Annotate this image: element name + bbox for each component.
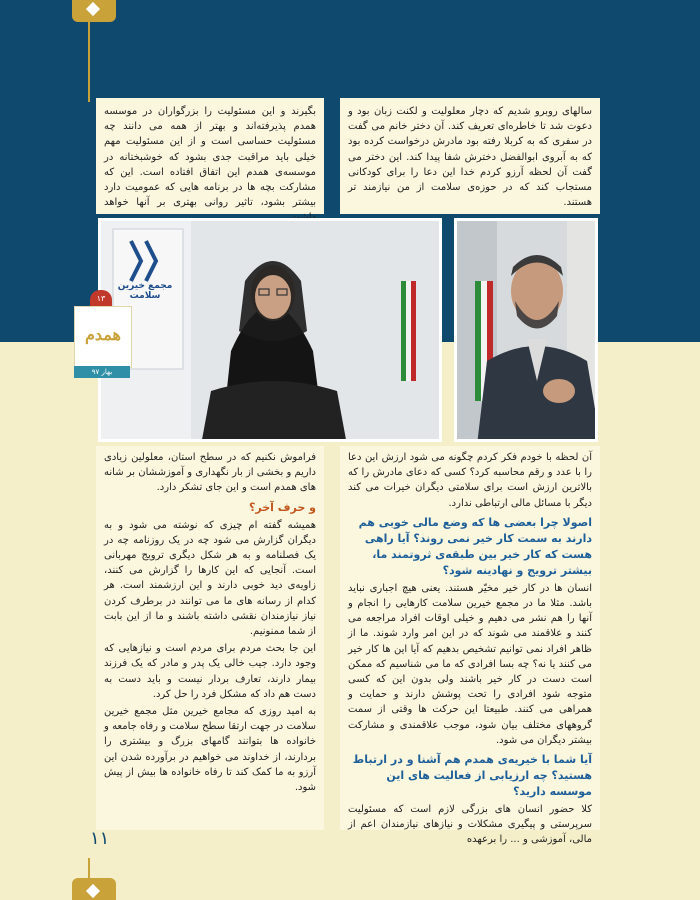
page-number: ۱۱ (90, 828, 110, 849)
column-top-right (340, 98, 600, 214)
photo-man-illustration (457, 221, 598, 442)
question-heading: آیا شما با خیریه‌ی همدم هم آشنا و در ارتباط هستید؟ چه ارزیابی از فعالیت های این موسسه دارید؟ (352, 753, 592, 799)
question-heading: و حرف آخر؟ (249, 500, 316, 514)
column-intro-text: آن لحظه با خودم فکر کردم چگونه می شود ارزش این دعا را با عدد و رقم محاسبه کرد؟ کسی که دعای مادرش را که بالاترین ارزش است برای سلامتی دیگران خیرات می کند دیگر با مسائل مالی ارتباطی ندارد. (348, 452, 592, 509)
photo-man-interviewee (454, 218, 598, 442)
left-gold-rule (88, 22, 90, 102)
answer-text: این جا بحث مردم برای مردم است و نیازهایی که وجود دارد. جیب خالی یک پدر و مادر که یک فرزند بیمار دارند، تعارف بردار نیست و باید دست به دست هم داد که مشکل فرد را حل کرد. (104, 643, 316, 700)
photo-woman-interviewee (98, 218, 442, 442)
logo-badge-number: ۱۳ (96, 294, 106, 303)
photo-woman-illustration (101, 221, 442, 442)
column-intro-text: فراموش نکنیم که در سطح استان، معلولین زیادی داریم و بخشی از بار نگهداری و آموزششان بر شانه های همدم است و این جای تشکر دارد. (104, 452, 316, 494)
answer-text: به امید روزی که مجامع خیرین مثل مجمع خیرین سلامت در جهت ارتقا سطح سلامت و رفاه جامعه و خانواده ها بتوانند گامهای بزرگ و بیشتری را بردارند، از خداوند می خواهیم در برآورده شدن این آرزو به ما کمک کند تا رفاه خانواده ها بیش از پیش شود. (104, 706, 316, 794)
answer-text: همیشه گفته ام چیزی که نوشته می شود و به دیگران گزارش می شود چه در یک روزنامه چه در یک فصلنامه و به هر شکل دیگری ترویج مهربانی است. آنجایی که این کارها را گزارش می کنند، زاویه‌ی دید خوبی دارند و این ارزشمند است. هر کدام از رسانه های ما می توانند در برطرف کردن نیاز نیازمندان نقشی داشته باشند و ما از این بابت از شما ممنونیم. (104, 519, 316, 638)
column-text: بگیرند و این مسئولیت را بزرگواران در موسسه همدم پذیرفته‌اند و بهتر از همه می دانند چه مسئولیت حساسی است و از این مسئولیت مهم خیلی باید مراقبت جدی بشود که خوشبختانه در موسسه‌ی همدم این اتفاق افتاده است. این که مشارکت بچه ها در برنامه هایی که عمومیت دارد بیشتر بشود، تاثیر روانی بهتری بر آنها خواهد (104, 106, 316, 209)
logo-caption (74, 366, 130, 378)
answer-text: انسان ها در کار خیر مخیّر هستند. یعنی هیچ اجباری نباید باشد. مثلا ما در مجمع خیرین سلامت کارهایی را انجام و آنها را هم نشر می دهیم و خیلی اوقات افراد مراجعه می کنند و علاقمند می شوند که در این امر وارد شوند. ما از ظاهر افراد نمی توانیم تشخیص بدهیم که آیا این ها کار خیر می کنند یا نه؟ چه بسا افرادی که ما می شناسیم که ممکن است دست در کار خیر باشند ولی بدون این که کسی متوجه شود افرادی را تحت پوشش دارند و حمایت و همراهی می کنند. طبیعتا این حرکت ها وقتی از سمت گروههای مختلف بیان شود، موجب علاقمندی و مشارکت بیشتر دیگران می شود. (348, 582, 592, 746)
column-text: سالهای روبرو شدیم که دچار معلولیت و لکنت زبان بود و دعوت شد تا خاطره‌ای تعریف کند. آن دختر خانم می گفت در سفری که به کربلا رفته بود مادرش درخواست کرده بود که به آبروی ابوالفضل دخترش شفا پیدا کند. این دختر می گفت آن لحظه آرزو کردم خدا این دعا را برای کودکانی مستجاب کند که در حوزه‌ی سلامت از من نیازمند تر هستند. (348, 106, 592, 209)
answer-text: کلا حضور انسان های بزرگی لازم است که مسئولیت سرپرستی و پیگیری مشکلات و نیازهای نیازمندان اعم از مالی، آموزشی و ... را برعهده (348, 804, 592, 846)
column-bottom-left (96, 446, 324, 830)
column-bottom-right (340, 446, 600, 846)
question-heading: اصولا چرا بعضی ها که وضع مالی خوبی هم دارند به سمت کار خیر نمی روند؟ آیا راهی هست که کار خیر بین طبقه‌ی ثروتمند ما، بیشتر ترویج و نهادینه شود؟ (358, 515, 592, 577)
column-top-left (96, 98, 324, 214)
logo-text: همدم (85, 325, 121, 344)
logo-box (74, 306, 132, 368)
logo-caption-text: بهار ۹۷ (91, 368, 113, 376)
magazine-logo (74, 294, 130, 378)
photo-sign-text: مجمع خیرین سلامت (117, 281, 173, 301)
